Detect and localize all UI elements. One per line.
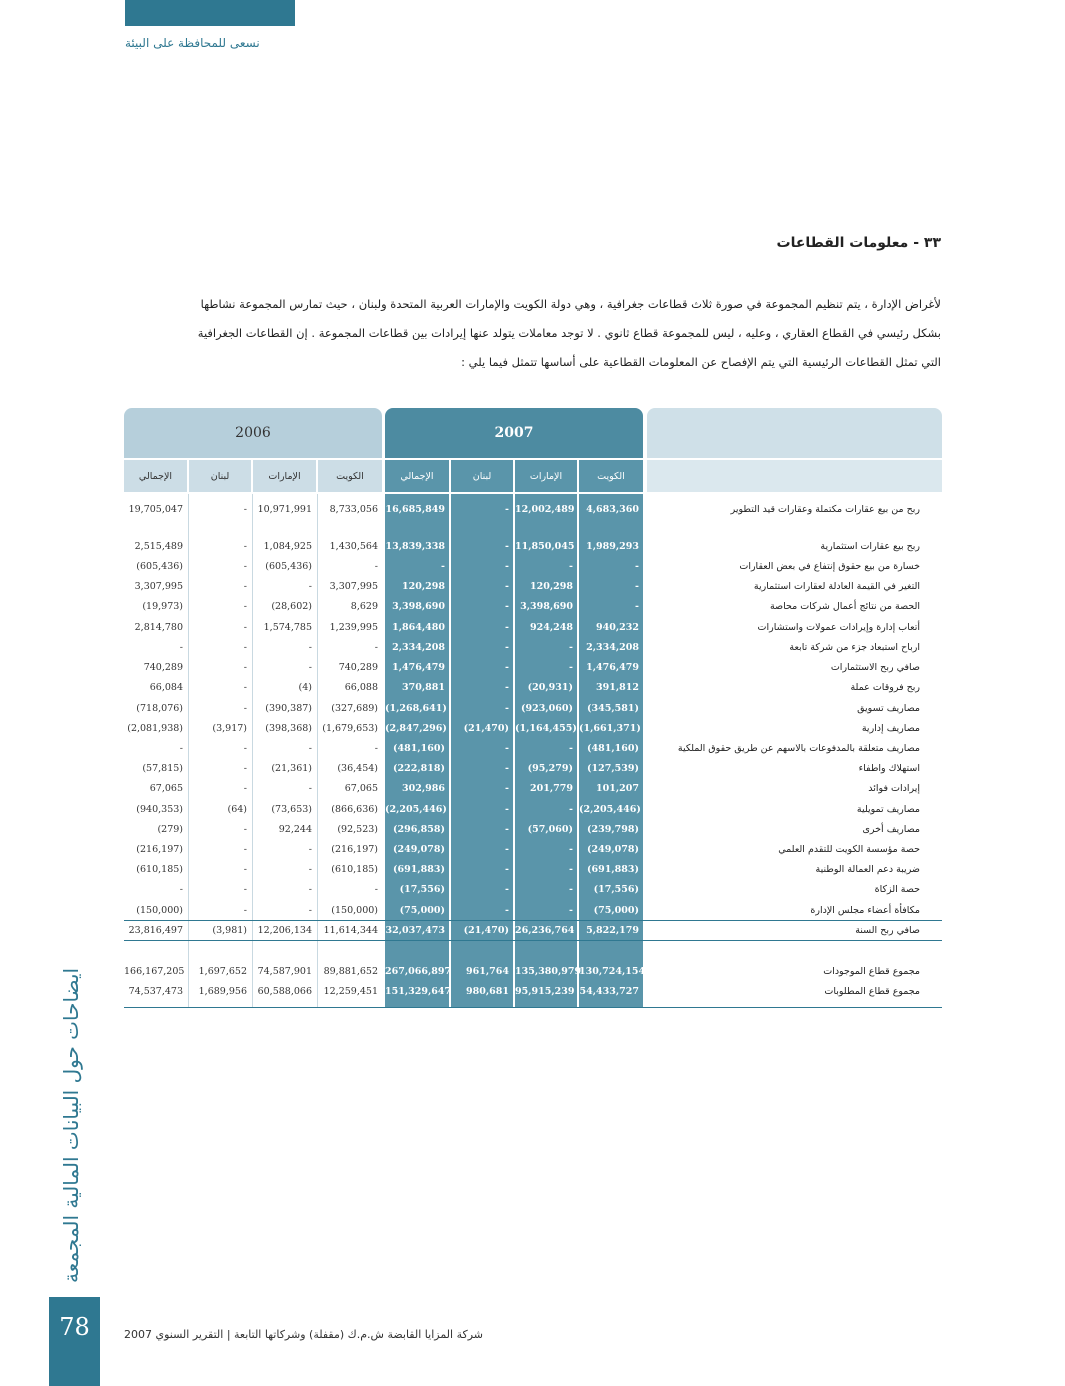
cell-2007: (17,556) — [593, 884, 639, 895]
cell-2007: (95,279) — [527, 763, 573, 774]
table-row — [124, 597, 942, 617]
row-label: ارباح استبعاد جزء من شركة تابعة — [789, 642, 920, 653]
cell-2007: 1,476,479 — [586, 662, 639, 673]
cell-2007: 16,685,849 — [385, 504, 445, 515]
cell-2006: (1,679,653) — [322, 723, 378, 734]
cell-2007: (2,847,296) — [385, 723, 447, 734]
cell-2006: 19,705,047 — [128, 504, 183, 515]
cell-2006: - — [243, 561, 247, 572]
cell-2007: 370,881 — [402, 682, 445, 693]
footer-text: شركة المزايا القابضة ش.م.ك (مقفلة) وشركاتها التابعة | التقرير السنوي 2007 — [124, 1328, 483, 1341]
cell-2007: 2,334,208 — [586, 642, 639, 653]
cell-2006: 12,206,134 — [257, 925, 312, 936]
row-label: مصاريف متعلقة بالمدفوعات بالاسهم عن طريق حقوق الملكية — [677, 743, 920, 754]
cell-2006: 11,614,344 — [323, 925, 378, 936]
row-label: حصة مؤسسة الكويت للتقدم العلمي — [778, 844, 920, 855]
cell-2006: (150,000) — [331, 905, 378, 916]
table-row — [124, 719, 942, 739]
col-label-blank — [647, 460, 942, 492]
table-row — [124, 921, 942, 941]
row-label: التغير في القيمة العادلة لعقارات استثمارية — [753, 581, 920, 592]
cell-2006: (57,815) — [142, 763, 183, 774]
row-label: ضريبة دعم العمالة الوطنية — [815, 864, 920, 875]
cell-2006: - — [243, 763, 247, 774]
cell-2007: - — [505, 622, 509, 633]
cell-2007: (345,581) — [587, 703, 639, 714]
cell-2006: - — [243, 541, 247, 552]
cell-2007: 120,298 — [530, 581, 573, 592]
table-row — [124, 901, 942, 921]
cell-2007: - — [505, 743, 509, 754]
cell-2006: 89,881,652 — [323, 966, 378, 977]
cell-2006: - — [179, 642, 183, 653]
section-title: ٣٣ - معلومات القطاعات — [776, 235, 941, 251]
cell-2006: (866,636) — [331, 804, 378, 815]
cell-2007: (481,160) — [393, 743, 445, 754]
cell-2007: - — [635, 561, 639, 572]
cell-2007: - — [505, 783, 509, 794]
row-label: صافي ربح السنة — [855, 925, 920, 936]
cell-2007: 201,779 — [530, 783, 573, 794]
cell-2007: (20,931) — [527, 682, 573, 693]
cell-2006: (718,076) — [136, 703, 183, 714]
col-2007-kuwait: الكويت — [579, 460, 643, 492]
cell-2007: 11,850,045 — [515, 541, 575, 552]
cell-2006: (73,653) — [271, 804, 312, 815]
cell-2007: - — [505, 581, 509, 592]
row-label: ربح بيع عقارات استثمارية — [820, 541, 920, 552]
row-label: مصاريف تسويق — [857, 703, 920, 714]
table-row — [124, 699, 942, 719]
cell-2007: 1,864,480 — [392, 622, 445, 633]
table-row — [124, 860, 942, 880]
cell-2006: 3,307,995 — [134, 581, 183, 592]
cell-2007: (2,205,446) — [385, 804, 447, 815]
cell-2006: (610,185) — [136, 864, 183, 875]
cell-2007: 2,334,208 — [392, 642, 445, 653]
year-2006-header: 2006 — [124, 408, 382, 458]
cell-2006: - — [243, 601, 247, 612]
cell-2006: 66,088 — [344, 682, 378, 693]
cell-2007: 940,232 — [596, 622, 639, 633]
cell-2006: 2,515,489 — [134, 541, 183, 552]
table-row — [124, 618, 942, 638]
cell-2006: (605,436) — [265, 561, 312, 572]
cell-2006: - — [374, 884, 378, 895]
cell-2007: - — [569, 844, 573, 855]
cell-2006: (36,454) — [337, 763, 378, 774]
cell-2007: - — [505, 561, 509, 572]
cell-2007: (222,818) — [393, 763, 445, 774]
table-row — [124, 678, 942, 698]
side-section-title: ايضاحات حول البيانات المالية المجمعة — [59, 967, 83, 1283]
col-2007-lebanon: لبنان — [451, 460, 513, 492]
cell-2007: 5,822,179 — [586, 925, 639, 936]
cell-2007: 3,398,690 — [392, 601, 445, 612]
cell-2007: 13,839,338 — [385, 541, 445, 552]
cell-2006: - — [308, 884, 312, 895]
cell-2006: (279) — [157, 824, 183, 835]
cell-2006: (28,602) — [271, 601, 312, 612]
table-bottom-rule — [124, 1007, 942, 1008]
table-row — [124, 577, 942, 597]
cell-2006: - — [374, 561, 378, 572]
cell-2007: - — [505, 763, 509, 774]
cell-2006: - — [243, 884, 247, 895]
cell-2006: (940,353) — [136, 804, 183, 815]
cell-2006: 23,816,497 — [128, 925, 183, 936]
cell-2006: (216,197) — [136, 844, 183, 855]
cell-2006: 1,697,652 — [198, 966, 247, 977]
header-accent-bar — [125, 0, 295, 26]
row-label: خسارة من بيع حقوق إنتفاع في بعض العقارات — [739, 561, 920, 572]
cell-2006: - — [308, 581, 312, 592]
table-row — [124, 820, 942, 840]
cell-2006: - — [243, 662, 247, 673]
label-column-header — [647, 408, 942, 458]
cell-2007: 130,724,154 — [579, 966, 646, 977]
cell-2007: - — [505, 864, 509, 875]
cell-2007: 302,986 — [402, 783, 445, 794]
cell-2007: - — [505, 682, 509, 693]
cell-2007: (691,883) — [587, 864, 639, 875]
cell-2007: (481,160) — [587, 743, 639, 754]
cell-2007: (296,858) — [393, 824, 445, 835]
table-row — [124, 962, 942, 982]
cell-2006: (3,917) — [212, 723, 247, 734]
col-2006-kuwait: الكويت — [318, 460, 382, 492]
cell-2007: - — [569, 662, 573, 673]
col-2007-uae: الإمارات — [515, 460, 577, 492]
cell-2007: - — [505, 601, 509, 612]
cell-2007: 54,433,727 — [579, 986, 639, 997]
row-label: مصاريف تمويلية — [856, 804, 920, 815]
cell-2006: (610,185) — [331, 864, 378, 875]
row-label: صافي ربح الاستثمارات — [830, 662, 920, 673]
cell-2007: 12,002,489 — [515, 504, 575, 515]
cell-2007: - — [569, 804, 573, 815]
cell-2007: - — [569, 884, 573, 895]
cell-2006: 1,689,956 — [198, 986, 247, 997]
cell-2006: 1,430,564 — [329, 541, 378, 552]
cell-2007: - — [505, 804, 509, 815]
cell-2007: - — [505, 703, 509, 714]
cell-2006: (398,368) — [265, 723, 312, 734]
cell-2007: (2,205,446) — [579, 804, 641, 815]
col-2006-total: الإجمالي — [124, 460, 187, 492]
cell-2007: - — [505, 884, 509, 895]
cell-2006: - — [243, 682, 247, 693]
cell-2006: - — [243, 504, 247, 515]
cell-2007: 391,812 — [596, 682, 639, 693]
cell-2006: - — [308, 783, 312, 794]
cell-2007: 95,915,239 — [515, 986, 575, 997]
cell-2007: 26,236,764 — [515, 925, 575, 936]
cell-2006: 66,084 — [149, 682, 183, 693]
cell-2006: - — [243, 905, 247, 916]
page-number-box — [49, 1297, 100, 1386]
intro-line: التي تمثل القطاعات الرئيسية التي يتم الإفصاح عن المعلومات القطاعية على أساسها تتمثل فيما يلي : — [461, 355, 941, 369]
cell-2006: 92,244 — [278, 824, 312, 835]
cell-2007: 151,329,647 — [385, 986, 452, 997]
row-label: مجموع قطاع الموجودات — [823, 966, 920, 977]
row-label: الحصة من نتائج أعمال شركات محاصة — [769, 601, 920, 612]
cell-2006: 3,307,995 — [329, 581, 378, 592]
cell-2006: 60,588,066 — [257, 986, 312, 997]
cell-2006: 2,814,780 — [134, 622, 183, 633]
page-number: 78 — [59, 1313, 90, 1341]
cell-2006: (92,523) — [337, 824, 378, 835]
row-label: مصاريف أخرى — [862, 824, 920, 835]
cell-2007: - — [635, 581, 639, 592]
cell-2007: (239,798) — [587, 824, 639, 835]
intro-paragraph — [124, 290, 941, 377]
cell-2007: (1,661,371) — [579, 723, 641, 734]
table-row — [124, 840, 942, 860]
cell-2006: 1,239,995 — [329, 622, 378, 633]
cell-2006: - — [243, 622, 247, 633]
table-row — [124, 759, 942, 779]
cell-2006: - — [374, 743, 378, 754]
cell-2006: 740,289 — [338, 662, 378, 673]
cell-2007: 101,207 — [596, 783, 639, 794]
cell-2006: (21,361) — [271, 763, 312, 774]
cell-2007: 267,066,897 — [385, 966, 452, 977]
cell-2007: - — [441, 561, 445, 572]
cell-2007: - — [569, 561, 573, 572]
cell-2007: - — [505, 504, 509, 515]
cell-2007: - — [505, 541, 509, 552]
cell-2006: - — [179, 884, 183, 895]
cell-2006: - — [308, 743, 312, 754]
cell-2007: - — [569, 743, 573, 754]
table-row — [124, 779, 942, 799]
cell-2006: (64) — [227, 804, 247, 815]
cell-2006: - — [243, 743, 247, 754]
cell-2006: 8,733,056 — [329, 504, 378, 515]
table-row — [124, 800, 942, 820]
cell-2006: 1,574,785 — [263, 622, 312, 633]
table-row — [124, 537, 942, 557]
cell-2006: - — [243, 642, 247, 653]
cell-2006: (4) — [298, 682, 312, 693]
cell-2006: 1,084,925 — [263, 541, 312, 552]
header-tagline: نسعى للمحافظة على البيئة — [125, 36, 260, 50]
row-label: أتعاب إدارة وإيرادات عمولات واستشارات — [757, 622, 920, 633]
cell-2007: (57,060) — [527, 824, 573, 835]
cell-2007: (21,470) — [463, 925, 509, 936]
cell-2007: - — [635, 601, 639, 612]
row-label: ربح فروقات عملة — [850, 682, 920, 693]
cell-2006: - — [308, 905, 312, 916]
cell-2007: 4,683,360 — [586, 504, 639, 515]
cell-2006: - — [243, 703, 247, 714]
cell-2007: (75,000) — [399, 905, 445, 916]
cell-2006: (327,689) — [331, 703, 378, 714]
table-row — [124, 982, 942, 1002]
cell-2006: - — [308, 662, 312, 673]
cell-2006: (216,197) — [331, 844, 378, 855]
cell-2006: - — [243, 581, 247, 592]
cell-2006: - — [243, 824, 247, 835]
cell-2007: 980,681 — [466, 986, 509, 997]
col-2006-lebanon: لبنان — [189, 460, 251, 492]
cell-2006: - — [308, 864, 312, 875]
cell-2007: 924,248 — [530, 622, 573, 633]
cell-2006: 12,259,451 — [323, 986, 378, 997]
cell-2006: 74,537,473 — [128, 986, 183, 997]
table-row — [124, 500, 942, 520]
cell-2007: - — [505, 905, 509, 916]
cell-2007: - — [569, 642, 573, 653]
cell-2007: 961,764 — [466, 966, 509, 977]
cell-2006: (150,000) — [136, 905, 183, 916]
cell-2007: - — [505, 642, 509, 653]
cell-2007: - — [569, 864, 573, 875]
cell-2006: 74,587,901 — [257, 966, 312, 977]
cell-2007: 3,398,690 — [520, 601, 573, 612]
cell-2006: - — [308, 844, 312, 855]
table-row — [124, 557, 942, 577]
col-2007-total: الإجمالي — [385, 460, 449, 492]
row-label: استهلاك واطفاء — [858, 763, 920, 774]
row-label: مصاريف إدارية — [861, 723, 920, 734]
cell-2006: - — [243, 844, 247, 855]
cell-2007: (1,268,641) — [385, 703, 447, 714]
cell-2006: (390,387) — [265, 703, 312, 714]
cell-2007: - — [569, 905, 573, 916]
cell-2006: - — [179, 743, 183, 754]
cell-2007: 135,380,979 — [515, 966, 582, 977]
cell-2007: (127,539) — [587, 763, 639, 774]
cell-2007: (21,470) — [463, 723, 509, 734]
cell-2006: 67,065 — [149, 783, 183, 794]
row-label: إيرادات فوائد — [868, 783, 920, 794]
cell-2006: (19,973) — [142, 601, 183, 612]
cell-2007: 120,298 — [402, 581, 445, 592]
cell-2006: 166,167,205 — [124, 966, 185, 977]
cell-2007: (691,883) — [393, 864, 445, 875]
cell-2006: - — [243, 864, 247, 875]
row-label: مكافأة أعضاء مجلس الإدارة — [810, 905, 920, 916]
cell-2006: 67,065 — [344, 783, 378, 794]
cell-2007: (75,000) — [593, 905, 639, 916]
intro-line: بشكل رئيسي في القطاع العقاري ، وعليه ، ليس للمجموعة قطاع ثانوي . لا توجد معاملات يتولد عنها إيرادات بين قطاعات المجموعة . إن القطاعات الجغرافية — [197, 326, 941, 340]
cell-2007: (249,078) — [393, 844, 445, 855]
cell-2006: - — [243, 783, 247, 794]
row-label: ربح من بيع عقارات مكتملة وعقارات قيد التطوير — [730, 504, 920, 515]
cell-2006: (3,981) — [212, 925, 247, 936]
cell-2007: - — [505, 662, 509, 673]
cell-2006: 740,289 — [143, 662, 183, 673]
row-label: مجموع قطاع المطلوبات — [824, 986, 920, 997]
cell-2006: (605,436) — [136, 561, 183, 572]
cell-2007: 1,989,293 — [586, 541, 639, 552]
cell-2006: - — [374, 642, 378, 653]
table-row — [124, 638, 942, 658]
cell-2007: 32,037,473 — [385, 925, 445, 936]
cell-2006: 8,629 — [350, 601, 378, 612]
cell-2007: 1,476,479 — [392, 662, 445, 673]
table-row — [124, 880, 942, 900]
cell-2007: - — [505, 824, 509, 835]
table-row — [124, 658, 942, 678]
table-row — [124, 739, 942, 759]
cell-2007: - — [505, 844, 509, 855]
year-2007-header: 2007 — [385, 408, 643, 458]
cell-2007: (249,078) — [587, 844, 639, 855]
col-2006-uae: الإمارات — [253, 460, 316, 492]
cell-2007: (17,556) — [399, 884, 445, 895]
cell-2006: - — [308, 642, 312, 653]
intro-line: لأغراض الإدارة ، يتم تنظيم المجموعة في صورة ثلاث قطاعات جغرافية ، وهي دولة الكويت والإمارات العربية المتحدة ولبنان ، حيث تمارس المجموعة نشاطها — [200, 297, 941, 311]
cell-2007: (1,164,455) — [515, 723, 577, 734]
row-label: حصة الزكاة — [874, 884, 920, 895]
cell-2006: (2,081,938) — [127, 723, 183, 734]
cell-2006: 10,971,991 — [257, 504, 312, 515]
cell-2007: (923,060) — [521, 703, 573, 714]
